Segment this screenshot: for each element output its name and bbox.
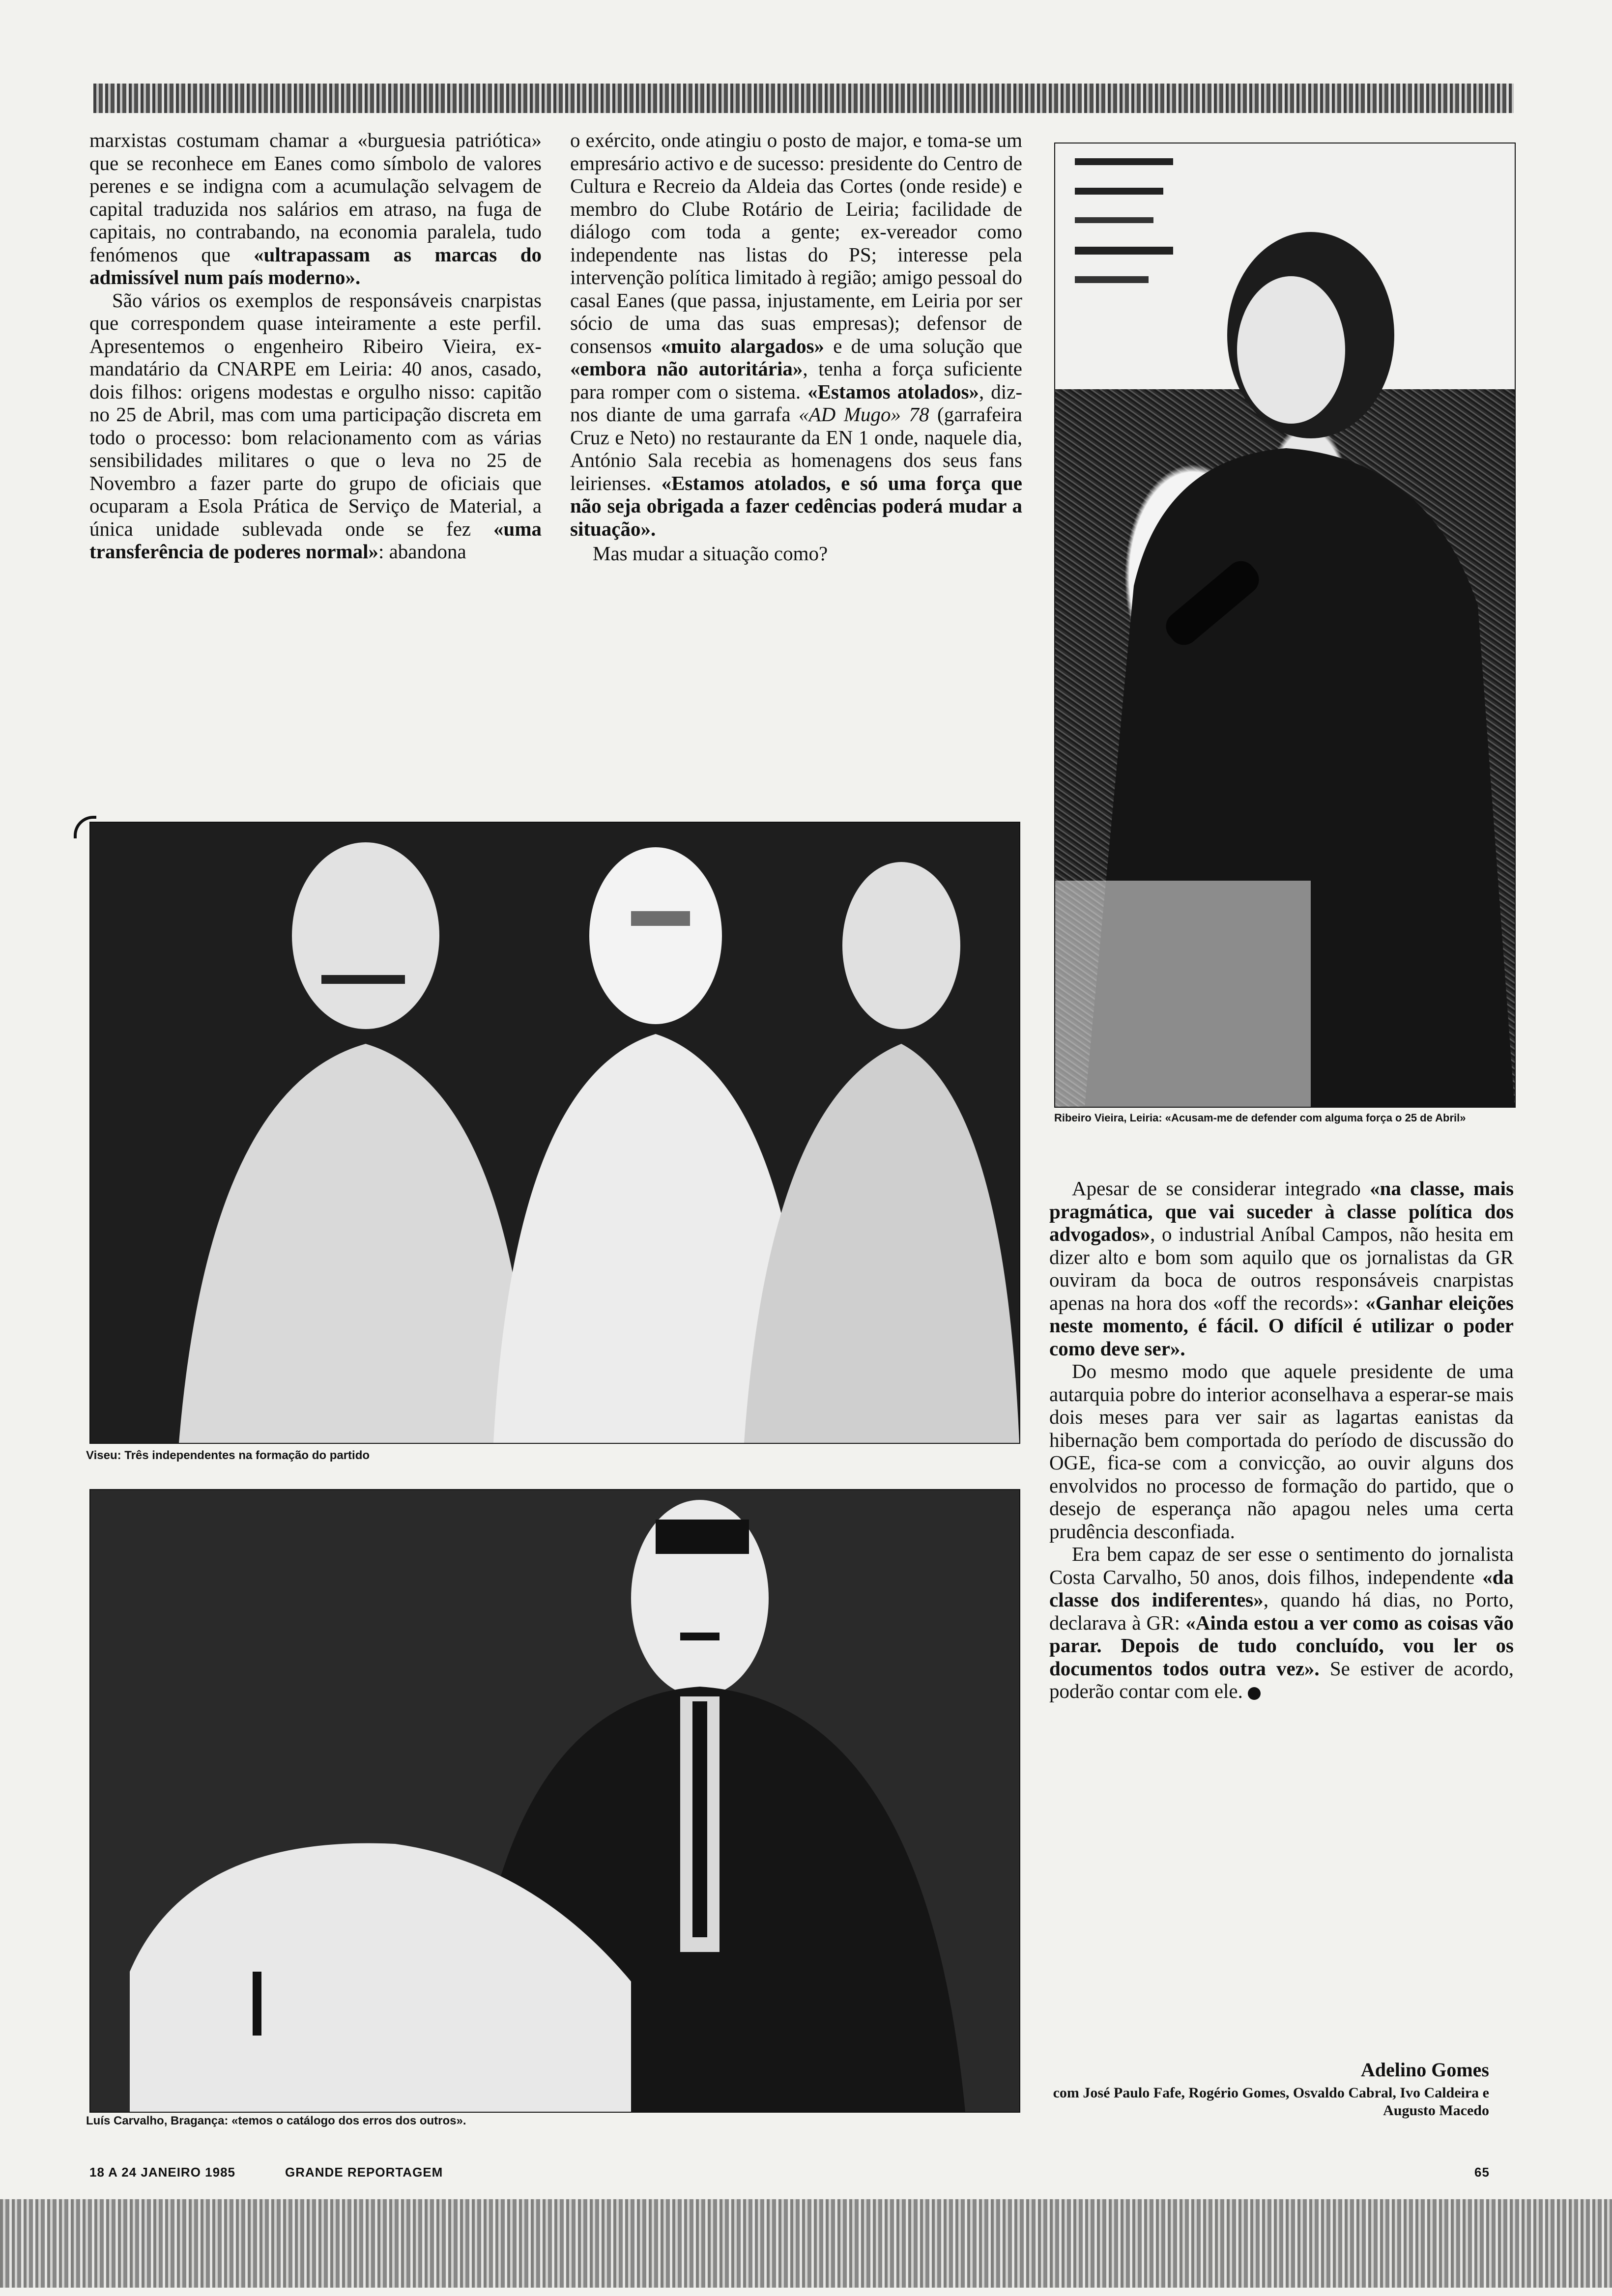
article-column-3 bbox=[1049, 1177, 1514, 1703]
footer-page-number: 65 bbox=[1474, 2165, 1490, 2180]
col3-quote-d: «Ainda estou a ver como as coisas vão parar. Depois de tudo concluído, vou ler os documentos todos outra vez». bbox=[1049, 1611, 1514, 1680]
col3-quote-c: «da classe dos indiferentes» bbox=[1049, 1565, 1514, 1611]
col2-text-d: , diz-nos diante de uma garrafa bbox=[570, 380, 1023, 426]
footer-publication: GRANDE REPORTAGEM bbox=[285, 2165, 443, 2180]
col2-quote-d: «Estamos atolados, e só uma força que não seja obrigada a fazer cedências poderá mudar a situação». bbox=[570, 471, 1023, 540]
top-halftone-band bbox=[93, 84, 1514, 113]
caption-photo-right: Ribeiro Vieira, Leiria: «Acusam-me de defender com alguma força o 25 de Abril» bbox=[1054, 1112, 1466, 1124]
col1-text-c: : abandona bbox=[378, 540, 466, 563]
article-column-2 bbox=[570, 129, 1022, 565]
byline bbox=[1032, 2058, 1489, 2120]
end-of-article-bullet-icon bbox=[1248, 1687, 1261, 1700]
footer-date: 18 A 24 JANEIRO 1985 bbox=[89, 2165, 235, 2180]
col2-closing-question: Mas mudar a situação como? bbox=[593, 542, 828, 565]
three-men-silhouette bbox=[90, 823, 1019, 1443]
caption-photo-bottom: Luís Carvalho, Bragança: «temos o catálogo dos erros dos outros». bbox=[86, 2114, 466, 2127]
col3-paragraph-2: Do mesmo modo que aquele presidente de uma autarquia pobre do interior aconselhava a esperar-se mais dois meses para ver sair as lagartas eanistas da hibernação bem comportada do período de discussão do OGE, fica-se com a convicção, ao ouvir alguns dos envolvidos no processo de formação do partido, que o desejo de esperança não apagou neles uma certa prudência desconfiada. bbox=[1049, 1360, 1514, 1543]
col3-quote-b: «Ganhar eleições neste momento, é fácil. O difícil é utilizar o poder como deve ser». bbox=[1049, 1291, 1514, 1360]
col2-quote-b: «embora não autoritária» bbox=[570, 357, 803, 380]
col2-text-e: (garrafeira Cruz e Neto) no restaurante da EN 1 onde, naquele dia, António Sala recebia as homenagens dos seus fans leirienses. bbox=[570, 403, 1022, 494]
photo-man-on-phone bbox=[1054, 143, 1516, 1108]
col2-quote-a: «muito alargados» bbox=[661, 334, 825, 357]
photo-man-at-desk bbox=[89, 1489, 1020, 2113]
byline-author: Adelino Gomes bbox=[1360, 2059, 1489, 2081]
col2-quote-c: «Estamos atolados» bbox=[807, 380, 979, 403]
col1-text-a: marxistas costumam chamar a «burguesia patriótica» que se reconhece em Eanes como símbolo de valores perenes e se indigna com a acumulação selvagem de capital traduzida nos salários em atraso, na fuga de capitais, no contrabando, na economia paralela, tudo fenómenos que bbox=[89, 129, 542, 266]
col1-text-b: São vários os exemplos de responsáveis cnarpistas que correspondem quase inteiramente a este perfil. Apresentemos o engenheiro Ribeiro Vieira, ex-mandatário da CNARPE em Leiria: 40 anos, casado, dois filhos: origens modestas e orgulho nisso: capitão no 25 de Abril, mas com uma participação discreta em todo o processo: bom relacionamento com as várias sensibilidades militares o que o leva no 25 de Novembro a fazer parte do grupo de oficiais que ocuparam a Esola Prática de Serviço de Material, a única unidade sublevada onde se fez bbox=[89, 288, 542, 540]
col2-text-b: e de uma solução que bbox=[833, 334, 1023, 357]
col2-text-c: , tenha a força suficiente para romper com o sistema. bbox=[570, 357, 1022, 403]
caption-photo-mid: Viseu: Três independentes na formação do partido bbox=[86, 1449, 370, 1462]
col3-text-b: , o industrial Aníbal Campos, não hesita em dizer alto e bom som aquilo que os jornalistas da GR ouviram da boca de outros responsáveis cnarpistas apenas na hora dos «off the records»: bbox=[1049, 1223, 1514, 1314]
bottom-halftone-band bbox=[0, 2199, 1612, 2288]
col2-text-a: o exército, onde atingiu o posto de major, e toma-se um empresário activo e de sucesso: presidente do Centro de Cultura e Recreio da Aldeia das Cortes (onde reside) e membro do Clube Rotário de Leiria; facilidade de diálogo com toda a gente; ex-vereador como independente nas listas do PS; interesse pela intervenção política limitado à região; amigo pessoal do casal Eanes (que passa, injustamente, em Leiria por ser sócio de uma das suas empresas); defensor de consensos bbox=[570, 129, 1022, 357]
col3-text-e: Se estiver de acordo, poderão contar com ele. bbox=[1049, 1657, 1514, 1702]
desk-figure-silhouette bbox=[90, 1490, 1019, 2112]
col2-wine-name: «AD Mugo» 78 bbox=[799, 403, 929, 426]
col3-text-d: , quando há dias, no Porto, declarava à GR: bbox=[1049, 1588, 1514, 1634]
phone-figure-silhouette bbox=[1055, 144, 1515, 1107]
col3-quote-a: «na classe, mais pragmática, que vai suceder à classe política dos advogados» bbox=[1049, 1177, 1514, 1245]
col3-text-c: Era bem capaz de ser esse o sentimento do jornalista Costa Carvalho, 50 anos, dois filhos, independente bbox=[1049, 1543, 1514, 1588]
article-column-1 bbox=[89, 129, 542, 563]
col1-quote-b: «uma transferência de poderes normal» bbox=[89, 517, 542, 563]
col3-text-a: Apesar de se considerar integrado bbox=[1072, 1177, 1361, 1200]
col1-quote-a: «ultrapassam as marcas do admissível num país moderno». bbox=[89, 243, 542, 288]
photo-three-independents bbox=[89, 822, 1020, 1444]
byline-contributors: com José Paulo Fafe, Rogério Gomes, Osvaldo Cabral, Ivo Caldeira e Augusto Macedo bbox=[1053, 2085, 1489, 2119]
